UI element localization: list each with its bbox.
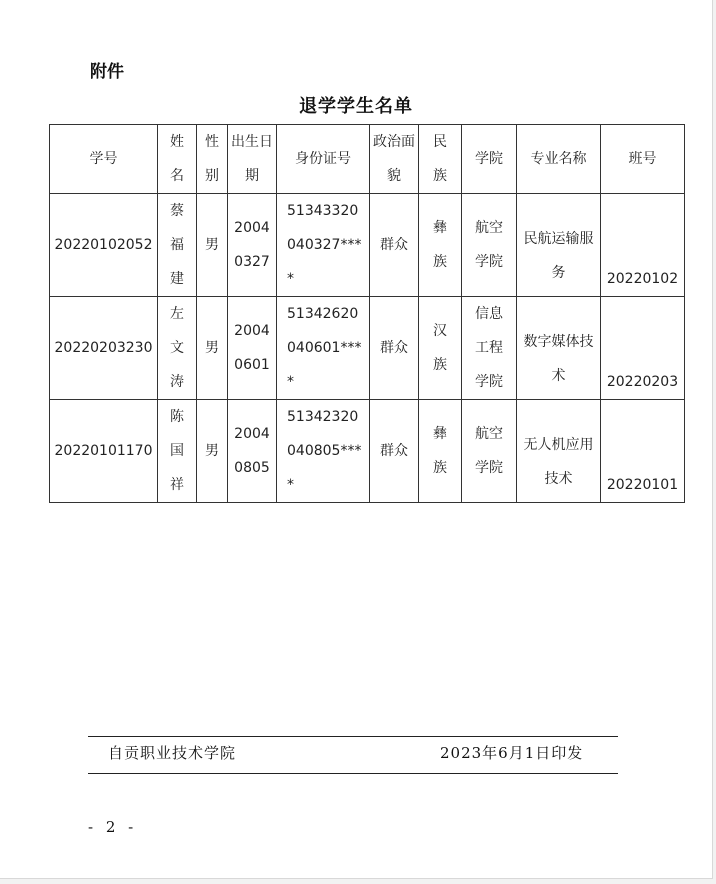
cell-birth-date: 20040805 [228,400,277,503]
page-number: - 2 - [88,818,138,836]
footer-issuer: 自贡职业技术学院 [108,744,237,762]
cell-ethnicity: 彝族 [419,194,462,297]
header-student-id: 学号 [50,125,158,194]
header-id-card: 身份证号 [277,125,370,194]
cell-id-card: 51342620040601**** [277,297,370,400]
header-name: 姓名 [158,125,197,194]
table-row [50,297,685,400]
cell-name: 左文涛 [158,297,197,400]
cell-political-status: 群众 [370,297,419,400]
cell-student-id: 20220101170 [50,400,158,503]
cell-class-id: 20220203 [601,297,685,400]
cell-name: 蔡福建 [158,194,197,297]
header-gender: 性别 [197,125,228,194]
withdrawn-students-table [49,124,685,503]
cell-gender: 男 [197,400,228,503]
cell-major: 民航运输服务 [517,194,601,297]
cell-political-status: 群众 [370,400,419,503]
cell-major: 无人机应用技术 [517,400,601,503]
table-row [50,194,685,297]
table-row [50,400,685,503]
cell-major: 数字媒体技术 [517,297,601,400]
header-political-status: 政治面貌 [370,125,419,194]
cell-birth-date: 20040327 [228,194,277,297]
cell-class-id: 20220102 [601,194,685,297]
header-class-id: 班号 [601,125,685,194]
header-ethnicity: 民族 [419,125,462,194]
cell-ethnicity: 彝族 [419,400,462,503]
footer-bottom-rule [88,773,618,774]
header-major: 专业名称 [517,125,601,194]
cell-college: 信息工程学院 [462,297,517,400]
cell-ethnicity: 汉族 [419,297,462,400]
cell-gender: 男 [197,194,228,297]
footer-issue-date: 2023年6月1日印发 [440,744,584,762]
cell-birth-date: 20040601 [228,297,277,400]
cell-id-card: 51343320040327**** [277,194,370,297]
attachment-label: 附件 [90,62,124,82]
page-title: 退学学生名单 [299,96,413,117]
header-college: 学院 [462,125,517,194]
cell-college: 航空学院 [462,400,517,503]
cell-name: 陈国祥 [158,400,197,503]
cell-student-id: 20220203230 [50,297,158,400]
cell-gender: 男 [197,297,228,400]
cell-political-status: 群众 [370,194,419,297]
cell-student-id: 20220102052 [50,194,158,297]
header-birth-date: 出生日期 [228,125,277,194]
table-header-row [50,125,685,194]
footer-top-rule [88,736,618,737]
cell-college: 航空学院 [462,194,517,297]
cell-id-card: 51342320040805**** [277,400,370,503]
cell-class-id: 20220101 [601,400,685,503]
